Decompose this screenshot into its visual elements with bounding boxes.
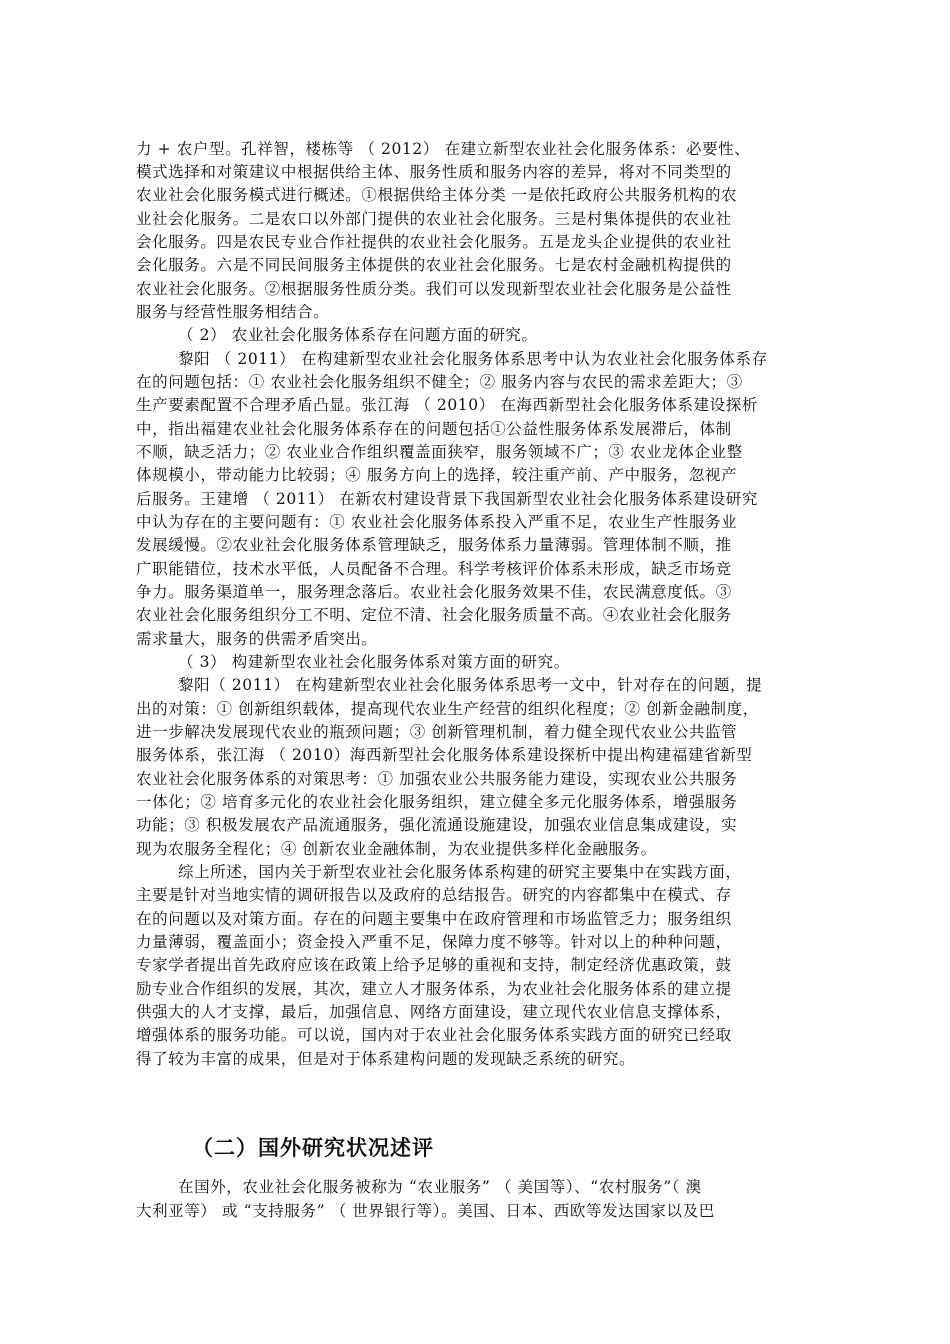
text-line: 服务与经营性服务相结合。 <box>136 303 330 321</box>
text-line: 会化服务。四是农民专业合作社提供的农业社会化服务。五是龙头企业提供的农业社 <box>136 233 732 251</box>
subsection-title: （ 2） 农业社会化服务体系存在问题方面的研究。 <box>178 326 538 344</box>
text-line: 体规模小，带动能力比较弱；④ 服务方向上的选择，较注重产前、产中服务，忽视产 <box>136 466 738 484</box>
text-line: 专家学者提出首先政府应该在政策上给予足够的重视和支持，制定经济优惠政策，鼓 <box>136 956 732 974</box>
text-line: 一体化；② 培育多元化的农业社会化服务组织，建立健全多元化服务体系，增强服务 <box>136 793 738 811</box>
text-line: 黎阳（ 2011） 在构建新型农业社会化服务体系思考一文中，针对存在的问题，提 <box>178 676 763 694</box>
text-line: 出的对策：① 创新组织载体，提高现代农业生产经营的组织化程度；② 创新金融制度， <box>136 700 759 718</box>
text-line: 生产要素配置不合理矛盾凸显。张江海 （ 2010） 在海西新型社会化服务体系建设探析 <box>136 396 758 414</box>
text-line: 争力。服务渠道单一，服务理念落后。农业社会化服务效果不佳，农民满意度低。③ <box>136 583 732 601</box>
text-line: 需求量大，服务的供需矛盾突出。 <box>136 630 378 648</box>
text-line: 不顺，缺乏活力；② 农业业合作组织覆盖面狭窄，服务领域不广；③ 农业龙体企业整 <box>136 443 743 461</box>
text-line: 在的问题包括：① 农业社会化服务组织不健全；② 服务内容与农民的需求差距大；③ <box>136 373 743 391</box>
text-line: 后服务。王建增 （ 2011） 在新农村建设背景下我国新型农业社会化服务体系建设研究 <box>136 490 758 508</box>
section-heading: （二）国外研究状况述评 <box>192 1136 434 1160</box>
text-line: 中认为存在的主要问题有：① 农业社会化服务体系投入严重不足，农业生产性服务业 <box>136 513 738 531</box>
text-line: 会化服务。六是不同民间服务主体提供的农业社会化服务。七是农村金融机构提供的 <box>136 256 732 274</box>
text-line: 在国外，农业社会化服务被称为 “农业服务” （ 美国等）、“农村服务”（ 澳 <box>178 1178 702 1196</box>
text-line: 现为农服务全程化；④ 创新农业金融体制，为农业提供多样化金融服务。 <box>136 840 657 858</box>
text-line: 得了较为丰富的成果，但是对于体系建构问题的发现缺乏系统的研究。 <box>136 1050 636 1068</box>
text-line: 黎阳 （ 2011） 在构建新型农业社会化服务体系思考中认为农业社会化服务体系存 <box>178 350 768 368</box>
text-line: 农业社会化服务模式进行概述。①根据供给主体分类 一是依托政府公共服务机构的农 <box>136 186 738 204</box>
text-line: 模式选择和对策建议中根据供给主体、服务性质和服务内容的差异，将对不同类型的 <box>136 163 732 181</box>
text-line: 农业社会化服务。②根据服务性质分类。我们可以发现新型农业社会化服务是公益性 <box>136 280 732 298</box>
text-line: 力 + 农户型。孔祥智，楼栋等 （ 2012） 在建立新型农业社会化服务体系：必要性、 <box>136 140 751 158</box>
text-line: 力量薄弱，覆盖面小；资金投入严重不足，保障力度不够等。针对以上的种种问题， <box>136 933 732 951</box>
text-line: 供强大的人才支撑，最后，加强信息、网络方面建设，建立现代农业信息支撑体系， <box>136 1003 732 1021</box>
text-line: 综上所述，国内关于新型农业社会化服务体系构建的研究主要集中在实践方面， <box>178 863 742 881</box>
text-line: 在的问题以及对策方面。存在的问题主要集中在政府管理和市场监管乏力；服务组织 <box>136 910 732 928</box>
text-line: 中，指出福建农业社会化服务体系存在的问题包括①公益性服务体系发展滞后，体制 <box>136 420 732 438</box>
text-line: 广职能错位，技术水平低，人员配备不合理。科学考核评价体系未形成，缺乏市场竞 <box>136 560 732 578</box>
text-line: 发展缓慢。②农业社会化服务体系管理缺乏，服务体系力量薄弱。管理体制不顺，推 <box>136 536 732 554</box>
text-line: 励专业合作组织的发展，其次，建立人才服务体系，为农业社会化服务体系的建立提 <box>136 980 732 998</box>
subsection-title: （ 3） 构建新型农业社会化服务体系对策方面的研究。 <box>178 653 570 671</box>
text-line: 服务体系，张江海 （ 2010）海西新型社会化服务体系建设探析中提出构建福建省新型 <box>136 746 753 764</box>
text-line: 主要是针对当地实情的调研报告以及政府的总结报告。研究的内容都集中在模式、存 <box>136 886 732 904</box>
text-line: 农业社会化服务体系的对策思考：① 加强农业公共服务能力建设，实现农业公共服务 <box>136 770 738 788</box>
text-line: 大利亚等） 或 “支持服务” （ 世界银行等）。美国、日本、西欧等发达国家以及巴 <box>136 1202 715 1220</box>
text-line: 农业社会化服务组织分工不明、定位不清、社会化服务质量不高。④农业社会化服务 <box>136 606 732 624</box>
text-line: 进一步解决发展现代农业的瓶颈问题；③ 创新管理机制，着力健全现代农业公共监管 <box>136 723 738 741</box>
text-line: 业社会化服务。二是农口以外部门提供的农业社会化服务。三是村集体提供的农业社 <box>136 210 732 228</box>
text-line: 增强体系的服务功能。可以说，国内对于农业社会化服务体系实践方面的研究已经取 <box>136 1026 732 1044</box>
text-line: 功能；③ 积极发展农产品流通服务，强化流通设施建设，加强农业信息集成建设，实 <box>136 816 738 834</box>
